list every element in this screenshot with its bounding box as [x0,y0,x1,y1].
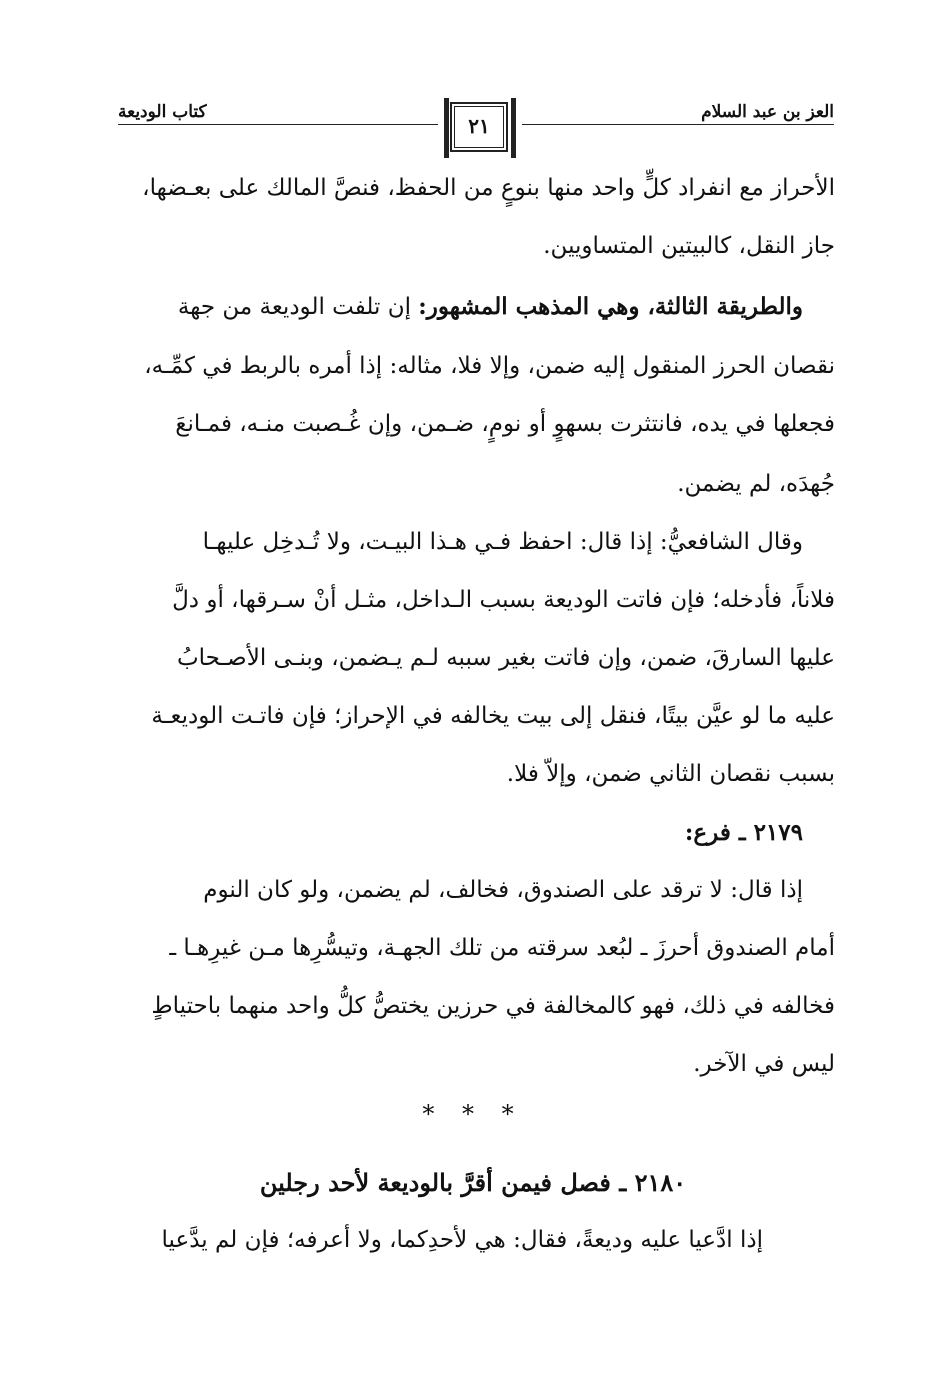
text-line: أمام الصندوق أحرزَ ـ لبُعد سرقته من تلك الجهـة، وتيسُّرِها مـن غيرِهـا ـ [169,935,835,961]
text-line: ليس في الآخر. [693,1051,835,1077]
ornament-bar-left [444,98,449,158]
text-line: عليها السارقَ، ضمن، وإن فاتت بغير سببه لـم يـضمن، وبنـى الأصـحابُ [176,645,835,671]
text-line: نقصان الحرز المنقول إليه ضمن، وإلا فلا، مثاله: إذا أمره بالربط في كمِّـه، [144,353,835,379]
section-heading-2179: ٢١٧٩ ـ فرع: [684,819,803,846]
page-header [118,96,834,166]
text-line: الأحراز مع انفراد كلٍّ واحد منها بنوعٍ من الحفظ، فنصَّ المالك على بعـضها، [142,175,835,201]
header-rule-right [522,124,834,125]
text-line: جُهدَه، لم يضمن. [677,471,835,497]
text-line: فخالفه في ذلك، فهو كالمخالفة في حرزين يختصُّ كلُّ واحد منهما باحتياطٍ [151,993,835,1019]
text-line: وقال الشافعيُّ: إذا قال: احفظ فـي هـذا البيـت، ولا تُـدخِل عليهـا [202,529,803,555]
page-number-box [442,96,518,160]
text-line: إذا قال: لا ترقد على الصندوق، فخالف، لم يضمن، ولو كان النوم [203,877,803,903]
running-title-book: كتاب الوديعة [118,102,207,122]
section-heading-2180: ٢١٨٠ ـ فصل فيمن أقرَّ بالوديعة لأحد رجلين [259,1168,687,1197]
running-title-author: العز بن عبد السلام [701,102,834,122]
ornament-bar-right [511,98,516,158]
text-line: فلاناً، فأدخله؛ فإن فاتت الوديعة بسبب الـداخل، مثـل أنْ سـرقها، أو دلَّ [172,587,835,613]
text-line: بسبب نقصان الثاني ضمن، وإلاّ فلا. [506,761,835,787]
text-line: إذا ادَّعيا عليه وديعةً، فقال: هي لأحدِكما، ولا أعرفه؛ فإن لم يدَّعيا [161,1227,763,1253]
text-line: إن تلفت الوديعة من جهة [177,294,411,320]
paragraph-third-method [100,293,835,333]
section-divider-stars: * * * [422,1100,524,1128]
text-line: جاز النقل، كالبيتين المتساويين. [543,233,835,259]
text-line: عليه ما لو عيَّن بيتًا، فنقل إلى بيت يخالفه في الإحراز؛ فإن فاتـت الوديعـة [151,703,835,729]
header-rule-left [118,124,438,125]
page-number: ٢١ [468,114,490,138]
text-line: فجعلها في يده، فانتثرت بسهوٍ أو نومٍ، ضـمن، وإن غُـصبت منـه، فمـانعَ [175,411,835,437]
bold-lead: والطريقة الثالثة، وهي المذهب المشهور: [418,293,803,320]
